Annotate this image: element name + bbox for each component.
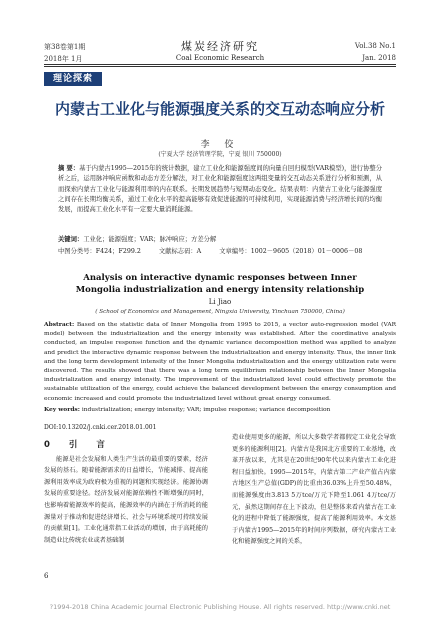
body-column-left: [44, 440, 208, 546]
date-en: Jan. 2018: [362, 54, 396, 62]
affiliation-cn: (宁夏大学 经济管理学院，宁夏 银川 750000): [158, 151, 282, 158]
keywords-cn-text: 工业化；能源强度；VAR；脉冲响应；方差分解: [83, 236, 217, 243]
author-en: Li Jiao: [208, 298, 232, 306]
keywords-en: [44, 406, 396, 413]
body-column-right: [232, 432, 396, 548]
classification-line: [58, 246, 400, 255]
journal-name-en: Coal Economic Research: [175, 54, 265, 62]
affiliation-en: ( School of Economics and Management, Ningxia University, Yinchuan 750000, China): [95, 309, 345, 315]
date-cn: 2018年 1月: [44, 55, 83, 63]
section-heading-intro: 0 引 言: [44, 440, 113, 450]
header-rule: [44, 64, 396, 65]
keywords-en-text: industrialization; energy intensity; VAR; impulse response; variance decomposition: [81, 407, 331, 413]
abstract-en-label: Abstract:: [44, 321, 75, 328]
author-cn: 李 佼: [200, 140, 240, 150]
doc-code: 文献标志码：A: [158, 248, 202, 255]
volume-en: Vol.38 No.1: [354, 42, 396, 50]
page-number: 6: [44, 572, 49, 580]
intro-paragraph-right: 造业使用更多的能源，所以大多数学者都假定工业化会导致更多的能源利用[2]。内蒙古是我国北方重要的工业基地，改革开放以来，尤其是在20世纪90年代以来内蒙古工业化进程日益加快。1995—2015年，内蒙古第二产业产值占内蒙古地区生产总值(GDP)的比重由36.03%上升至50.48%，而能源强度由3.813 5万tce/万元下降至1.061 4万tce/万元，虽然这期间存在上下波动，但是整体来看内蒙古在工业化的进程中降低了能源强度，提高了能源利用效率。本文基于内蒙古1995—2015年的时间序列数据，研究内蒙古工业化和能源强度之间的关系，: [232, 434, 396, 546]
abstract-cn-text: 基于内蒙古1995—2015年的统计数据，建立工业化和能源强度间的向量自回归模型(VAR模型)，进行协整分析之后，运用脉冲响应函数和动态方差分解法，对工业化和能源强度这两组变量的交互动态关系进行分析和预测，从而探索内蒙古工业化与能源利用率的内在联系。长期发展趋势与短期动态变化。结果表明：内蒙古工业化与能源强度之间存在长期均衡关系，通过工业化水平的提高能够有效促进能源的可持续利用，实现能源消费与经济增长间的均衡发展，而提高工业化水平有一定要大量消耗能源。: [58, 165, 383, 214]
section-tag: 理论探索: [44, 72, 102, 86]
paper-title-cn: 内蒙古工业化与能源强度关系的交互动态响应分析: [54, 100, 385, 118]
doi-link[interactable]: DOI:10.13202/j.cnki.cer.2018.01.001: [44, 424, 157, 431]
intro-paragraph-left: 能源是社会发展和人类生产生活的最重要的要素，经济发展的基石。随着能源需求的日益增长，节能减排、提高能源利用效率成为政府极为重视的问题和实现经济。能源协调发展的重要途径。经济发展对能源依赖性不断增强的同时，也影响着能源效率的提高，能源效率的内涵在于所消耗的能源量对于推动和促进经济增长、社会与环境系统可持续发展的贡献量[1]。工业化通常指工业活动的增加，由于高耗能的制造业比传统农业或者基础制: [44, 455, 208, 544]
keywords-cn: [58, 234, 382, 243]
paper-title-en: Analysis on interactive dynamic responses between Inner Mongolia industrialization and energy intensity relationship: [75, 273, 365, 295]
abstract-en-text: Based on the statistic data of Inner Mongolia from 1995 to 2015, a vector auto-regression model (VAR model) between the industrialization and the energy intensity was established. After the coordinative analysis conducted, an impulse response function and the dynamic variance decomposition method was applied to analyze and predict the interactive dynamic response between the industrialization and energy intensity. Thus, the inner link and the long term development intensity of the Inner Mongolia industrialization and the energy utilization rate were discovered. The results showed that there was a long term equilibrium relationship between the Inner Mongolia industrialization and energy intensity. The improvement of the industrialized level could effectively promote the sustainable utilization of the energy, could achieve the balanced development between the energy consumption and economic increased and could promote the industrialized level without great energy consumed.: [44, 322, 397, 402]
clc-number: 中图分类号：F424；F299.2: [58, 248, 141, 255]
issue-cn: 第38卷第1期: [44, 43, 86, 51]
abstract-en: [44, 320, 396, 404]
abstract-cn-label: 摘 要：: [58, 165, 80, 172]
article-number: 文章编号：1002－9605（2018）01－0006－08: [219, 248, 363, 255]
keywords-en-label: Key words:: [44, 406, 80, 413]
abstract-cn: [58, 164, 382, 215]
journal-name-cn: 煤炭经济研究: [181, 40, 259, 53]
cnki-watermark: ?1994-2018 China Academic Journal Electronic Publishing House. All rights reserved. http://www.cnki.net: [49, 603, 391, 611]
keywords-cn-label: 关键词：: [58, 236, 84, 243]
header-rule-double: [44, 66, 396, 67]
